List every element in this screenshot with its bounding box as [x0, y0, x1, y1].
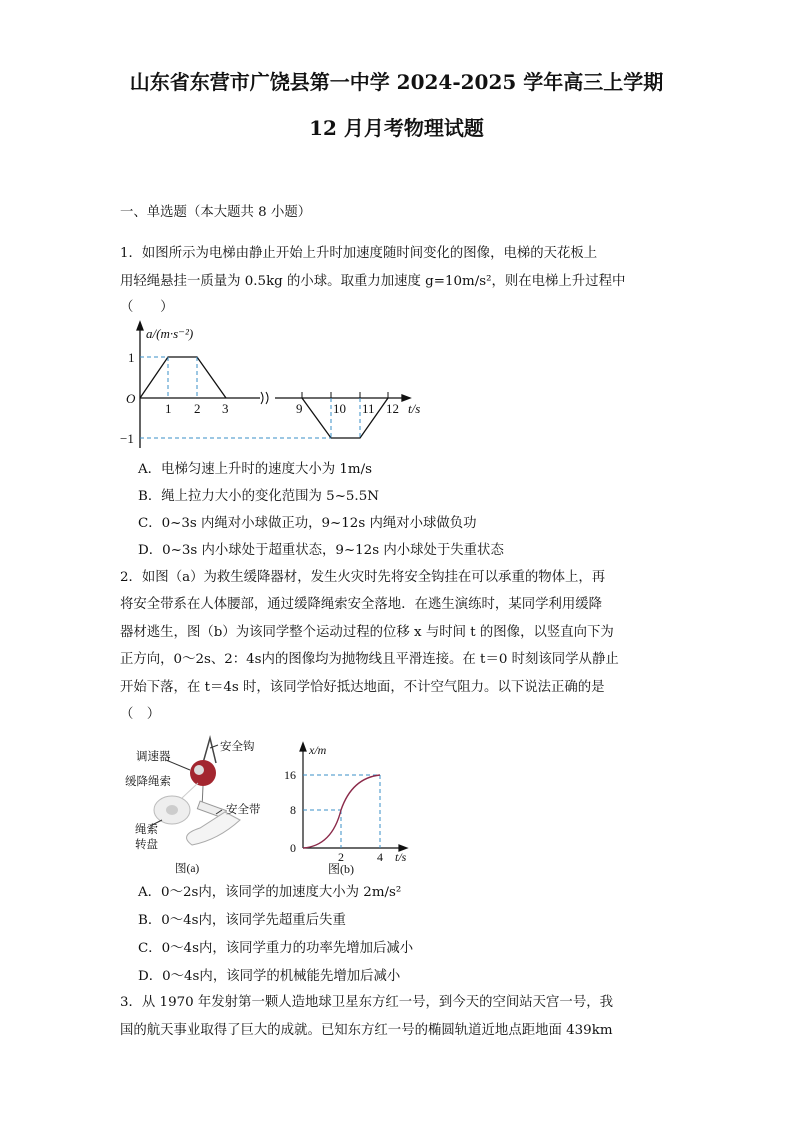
y-tick: −1	[120, 431, 134, 446]
figure-a-caption: 图(a)	[175, 863, 200, 875]
q1-line: （ ）	[120, 300, 174, 315]
q2-figure-a-rescue-device	[110, 730, 270, 880]
label-reel: 转盘	[135, 839, 158, 851]
x-tick: 10	[333, 401, 346, 416]
x-tick: 11	[362, 401, 375, 416]
q3-line: 国的航天事业取得了巨大的成就。已知东方红一号的椭圆轨道近地点距地面 439km	[120, 1023, 613, 1038]
q1-acceleration-graph	[110, 320, 420, 450]
origin-label: O	[126, 391, 136, 406]
q2-line: 开始下落，在 t＝4s 时，该同学恰好抵达地面，不计空气阻力。以下说法正确的是	[120, 680, 605, 695]
label-safety-belt: 安全带	[226, 804, 261, 816]
x-tick: 9	[296, 401, 303, 416]
title-line-1: 山东省东营市广饶县第一中学 2024-2025 学年高三上学期	[129, 70, 664, 94]
q1-line: 用轻绳悬挂一质量为 0.5kg 的小球。取重力加速度 g=10m/s²，则在电梯上升过程中	[120, 274, 626, 289]
x-tick: 2	[338, 850, 344, 864]
section-header: 一、单选题（本大题共 8 小题）	[120, 205, 312, 220]
x-axis-label: t/s	[408, 401, 420, 416]
label-safety-hook: 安全钩	[220, 741, 255, 753]
figure-b-caption: 图(b)	[328, 862, 354, 876]
title-line-2: 12 月月考物理试题	[309, 116, 484, 140]
q2-line: 正方向，0～2s、2：4s内的图像均为抛物线且平滑连接。在 t＝0 时刻该同学从静止	[120, 652, 619, 667]
y-tick: 16	[284, 768, 296, 782]
q2-option-d: D．0～4s内，该同学的机械能先增加后减小	[138, 969, 401, 984]
x-tick: 3	[222, 401, 229, 416]
y-axis-label: a/(m·s⁻²)	[146, 326, 194, 341]
q1-line: 1．如图所示为电梯由静止开始上升时加速度随时间变化的图像，电梯的天花板上	[120, 246, 598, 261]
q2-line: 器材逃生，图（b）为该同学整个运动过程的位移 x 与时间 t 的图像，以竖直向下为	[120, 625, 614, 640]
y-tick: 1	[128, 350, 135, 365]
y-tick: 8	[290, 803, 296, 817]
q2-figure-b-displacement-graph	[280, 740, 420, 880]
q2-option-a: A．0～2s内，该同学的加速度大小为 2m/s²	[138, 885, 402, 900]
q2-option-c: C．0～4s内，该同学重力的功率先增加后减小	[138, 941, 414, 956]
label-rope: 绳索	[135, 824, 158, 836]
x-tick: 12	[386, 401, 399, 416]
x-tick: 2	[194, 401, 201, 416]
q1-option-c: C．0~3s 内绳对小球做正功，9~12s 内绳对小球做负功	[138, 516, 477, 531]
x-axis-label: t/s	[395, 850, 407, 864]
x-tick: 1	[165, 401, 172, 416]
label-speed-regulator: 调速器	[136, 751, 171, 763]
y-axis-label: x/m	[309, 743, 327, 757]
q1-option-d: D．0~3s 内小球处于超重状态，9~12s 内小球处于失重状态	[138, 543, 504, 558]
q2-line: （ ）	[120, 707, 161, 722]
y-tick: 0	[290, 841, 296, 855]
x-tick: 4	[377, 850, 383, 864]
q2-line: 将安全带系在人体腰部，通过缓降绳索安全落地．在逃生演练时，某同学利用缓降	[120, 597, 603, 612]
q3-line: 3．从 1970 年发射第一颗人造地球卫星东方红一号，到今天的空间站天宫一号，我	[120, 995, 613, 1010]
q1-option-a: A．电梯匀速上升时的速度大小为 1m/s	[138, 462, 372, 477]
q2-line: 2．如图（a）为救生缓降器材，发生火灾时先将安全钩挂在可以承重的物体上，再	[120, 570, 606, 585]
q2-option-b: B．0～4s内，该同学先超重后失重	[138, 913, 346, 928]
q1-option-b: B．绳上拉力大小的变化范围为 5~5.5N	[138, 489, 379, 504]
label-descent-rope: 缓降绳索	[125, 776, 171, 788]
